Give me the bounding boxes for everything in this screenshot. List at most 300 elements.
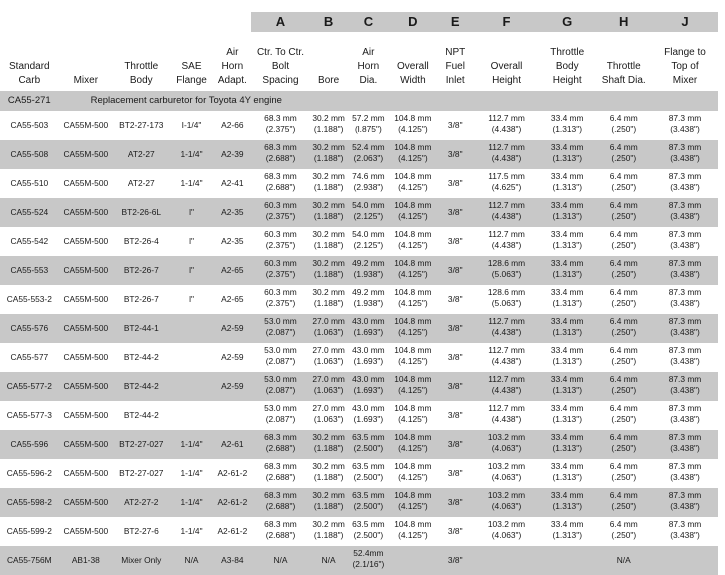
table-row <box>0 488 718 517</box>
cell-line: 68.3 mm <box>264 142 297 152</box>
cell-line: (3.438") <box>670 501 700 511</box>
cell-line: 52.4mm <box>353 548 384 558</box>
cell-line: Height <box>492 75 521 86</box>
cell-line: 33.4 mm <box>550 461 584 471</box>
cell-line: 43.0 mm <box>352 316 385 326</box>
b-cell <box>310 372 348 401</box>
cell-line: 63.5 mm <box>352 432 385 442</box>
table-row <box>0 517 718 546</box>
g-cell <box>539 169 596 198</box>
cell-line: 128.6 mm <box>487 287 526 297</box>
cell-line: (5.063") <box>491 269 522 279</box>
cell-line: Mixer <box>672 75 698 86</box>
cell-line: 6.4 mm <box>609 258 638 268</box>
cell-line: 30.2 mm <box>312 229 345 239</box>
cell-line: (1.693") <box>353 414 384 424</box>
j-cell <box>652 314 718 343</box>
adapt-cell: A3-84 <box>214 546 252 575</box>
cell-line: (3.438") <box>670 269 700 279</box>
table-row <box>0 227 718 256</box>
cell-line: (2.1/16") <box>352 559 385 569</box>
cell-line: (3.438") <box>670 356 700 366</box>
cell-line: 68.3 mm <box>264 519 297 529</box>
h-cell <box>595 198 652 227</box>
cell-line: 87.3 mm <box>668 258 702 268</box>
cell-line: Dia. <box>359 75 378 86</box>
mixer-cell: CA55M-500 <box>59 488 113 517</box>
b-cell <box>310 430 348 459</box>
cell-line: (1.188") <box>313 269 344 279</box>
g-cell <box>539 343 596 372</box>
d-cell <box>389 372 436 401</box>
cell-line: 68.3 mm <box>264 461 297 471</box>
cell-line: 63.5 mm <box>352 519 385 529</box>
f-cell <box>474 227 539 256</box>
c-cell <box>347 256 389 285</box>
g-cell <box>539 227 596 256</box>
cell-line: (4.063") <box>491 443 522 453</box>
cell-line: (4.125") <box>398 298 428 308</box>
carb-cell: CA55-510 <box>10 178 49 188</box>
j-cell <box>652 169 718 198</box>
cell-line: Adapt. <box>217 75 247 86</box>
cell-line: 68.3 mm <box>264 432 297 442</box>
carb-cell: CA55-577-3 <box>6 410 52 420</box>
sae-cell: I-1/4" <box>181 120 202 130</box>
column-letter: F <box>474 12 539 32</box>
cell-line: (4.063") <box>491 501 522 511</box>
cell-line: 104.8 mm <box>394 519 432 529</box>
mixer-cell: CA55M-500 <box>59 372 113 401</box>
cell-line: (2.375") <box>265 240 296 250</box>
cell-line: 6.4 mm <box>609 113 638 123</box>
c-cell <box>347 140 389 169</box>
cell-line: (1.313") <box>552 240 582 250</box>
sae-cell <box>170 314 214 343</box>
a-cell <box>251 198 310 227</box>
a-cell <box>251 285 310 314</box>
cell-line: 33.4 mm <box>550 345 584 355</box>
cell-line: 68.3 mm <box>264 171 297 181</box>
cell-line: 30.2 mm <box>312 432 345 442</box>
cell-line: (.250") <box>611 182 637 192</box>
g-cell <box>539 314 596 343</box>
cell-line: (2.087") <box>265 356 296 366</box>
cell-line: (2.087") <box>265 385 296 395</box>
cell-line: (4.625") <box>491 182 522 192</box>
cell-line: 33.4 mm <box>550 142 584 152</box>
b-cell <box>310 256 348 285</box>
g-cell <box>539 430 596 459</box>
cell-line: 104.8 mm <box>394 200 432 210</box>
column-letter: G <box>539 12 596 32</box>
a-cell: N/A <box>251 546 310 575</box>
cell-line: (2.500") <box>353 472 384 482</box>
g-cell <box>539 517 596 546</box>
cell-line: (2.087") <box>265 414 296 424</box>
cell-line: Throttle <box>550 47 585 58</box>
mixer-cell: CA55M-500 <box>59 198 113 227</box>
cell-line: 30.2 mm <box>312 461 345 471</box>
cell-line: Inlet <box>445 75 465 86</box>
column-letter: E <box>436 12 474 32</box>
cell-line: 33.4 mm <box>550 229 584 239</box>
adapt-cell: A2-65 <box>214 256 252 285</box>
d-cell <box>389 459 436 488</box>
blank-cell <box>113 12 170 32</box>
cell-line: (4.125") <box>398 327 428 337</box>
cell-line: 104.8 mm <box>394 142 432 152</box>
column-header <box>310 32 348 91</box>
cell-line: 49.2 mm <box>352 258 385 268</box>
mixer-cell: CA55M-500 <box>59 430 113 459</box>
carb-cell: CA55-524 <box>0 198 59 227</box>
f-cell <box>474 111 539 140</box>
cell-line: 87.3 mm <box>668 287 702 297</box>
cell-line: Bolt <box>271 61 290 72</box>
column-letter: D <box>389 12 436 32</box>
blank-cell <box>214 12 252 32</box>
mixer-cell: AB1-38 <box>59 546 113 575</box>
column-header <box>436 32 474 91</box>
cell-line: Overall <box>397 61 429 72</box>
cell-line: Ctr. To Ctr. <box>256 47 304 58</box>
cell-line: 68.3 mm <box>264 490 297 500</box>
adapt-cell: A2-61-2 <box>217 526 248 536</box>
d-cell <box>389 546 436 575</box>
d-cell <box>389 343 436 372</box>
g-cell <box>539 256 596 285</box>
e-cell: 3/8" <box>447 352 463 362</box>
cell-line: (4.063") <box>491 530 522 540</box>
mixer-cell: CA55M-500 <box>63 236 109 246</box>
f-cell <box>474 256 539 285</box>
adapt-cell <box>214 401 252 430</box>
e-cell: 3/8" <box>447 294 463 304</box>
cell-line: 63.5 mm <box>352 490 385 500</box>
g-cell <box>539 401 596 430</box>
mixer-cell: CA55M-500 <box>63 468 109 478</box>
throttle-cell: BT2-26-7 <box>123 294 159 304</box>
cell-line: (2.087") <box>265 327 296 337</box>
cell-line: 60.3 mm <box>264 287 297 297</box>
a-cell <box>251 459 310 488</box>
cell-line: 30.2 mm <box>312 113 345 123</box>
e-cell: 3/8" <box>447 120 463 130</box>
cell-line: 27.0 mm <box>312 345 345 355</box>
c-cell <box>347 285 389 314</box>
f-cell <box>474 459 539 488</box>
cell-line: (4.125") <box>398 414 428 424</box>
cell-line: 49.2 mm <box>352 287 385 297</box>
cell-line: 128.6 mm <box>487 258 526 268</box>
blank-cell <box>0 12 59 32</box>
g-cell <box>539 198 596 227</box>
note-row <box>0 91 718 111</box>
cell-line: (5.063") <box>491 298 522 308</box>
cell-line: (4.125") <box>398 385 428 395</box>
cell-line: (1.313") <box>552 501 582 511</box>
sae-cell <box>170 343 214 372</box>
cell-line: 74.6 mm <box>352 171 385 181</box>
cell-line: (4.125") <box>398 269 428 279</box>
a-cell <box>251 169 310 198</box>
c-cell <box>347 546 389 575</box>
adapt-cell: A2-41 <box>221 178 244 188</box>
cell-line: (1.938") <box>353 269 384 279</box>
c-cell <box>347 517 389 546</box>
sae-cell: 1-1/4" <box>180 178 203 188</box>
cell-line: 63.5 mm <box>352 461 385 471</box>
cell-line: 112.7 mm <box>488 403 525 413</box>
f-cell <box>474 546 539 575</box>
throttle-cell: BT2-44-2 <box>123 352 159 362</box>
f-cell <box>474 314 539 343</box>
b-cell <box>310 198 348 227</box>
mixer-cell: CA55M-500 <box>63 352 109 362</box>
cell-line: 27.0 mm <box>312 403 345 413</box>
mixer-cell: CA55M-500 <box>59 314 113 343</box>
cell-line: 54.0 mm <box>352 229 385 239</box>
cell-line: Body <box>129 75 153 86</box>
cell-line: 104.8 mm <box>394 113 432 123</box>
carb-cell: CA55-576 <box>0 314 59 343</box>
g-cell <box>539 459 596 488</box>
a-cell <box>251 430 310 459</box>
carb-cell: CA55-503 <box>10 120 49 130</box>
c-cell <box>347 401 389 430</box>
table-row <box>0 401 718 430</box>
cell-line: 87.3 mm <box>668 461 702 471</box>
a-cell <box>251 140 310 169</box>
carb-cell: CA55-756M <box>0 546 59 575</box>
sae-cell: 1-1/4" <box>170 488 214 517</box>
cell-line: (4.438") <box>491 124 522 134</box>
cell-line: 6.4 mm <box>609 432 638 442</box>
cell-line: (2.688") <box>265 530 296 540</box>
cell-line: 6.4 mm <box>609 461 638 471</box>
b-cell <box>310 517 348 546</box>
cell-line: 33.4 mm <box>550 316 584 326</box>
column-letter: B <box>310 12 348 32</box>
cell-line: (1.188") <box>313 240 344 250</box>
h-cell <box>595 488 652 517</box>
e-cell: 3/8" <box>447 410 463 420</box>
f-cell <box>474 198 539 227</box>
cell-line: Horn <box>357 61 380 72</box>
cell-line: (3.438") <box>670 211 700 221</box>
column-header <box>251 32 310 91</box>
cell-line: (.250") <box>611 327 637 337</box>
j-cell <box>652 430 718 459</box>
adapt-cell: A2-59 <box>221 352 244 362</box>
cell-line: 112.7 mm <box>488 345 525 355</box>
throttle-cell: BT2-26-6L <box>113 198 170 227</box>
cell-line: 33.4 mm <box>550 258 584 268</box>
cell-line: (3.438") <box>670 414 700 424</box>
h-cell <box>595 430 652 459</box>
cell-line: Throttle <box>124 61 159 72</box>
mixer-cell: CA55M-500 <box>59 256 113 285</box>
cell-line: (3.438") <box>670 182 700 192</box>
b-cell <box>310 343 348 372</box>
c-cell <box>347 169 389 198</box>
cell-line: (3.438") <box>670 153 700 163</box>
throttle-cell: AT2-27-2 <box>113 488 170 517</box>
cell-line: (2.938") <box>353 182 384 192</box>
table-row <box>0 111 718 140</box>
b-cell <box>310 314 348 343</box>
cell-line: 6.4 mm <box>609 171 638 181</box>
cell-line: (1.313") <box>552 443 582 453</box>
adapt-cell: A2-39 <box>214 140 252 169</box>
cell-line: 112.7 mm <box>488 200 525 210</box>
cell-line: 87.3 mm <box>668 374 702 384</box>
carb-cell: CA55-553-2 <box>6 294 52 304</box>
table-row <box>0 256 718 285</box>
sae-cell: 1-1/4" <box>180 468 203 478</box>
mixer-cell: CA55M-500 <box>63 410 109 420</box>
carb-cell: CA55-508 <box>0 140 59 169</box>
cell-line: Shaft Dia. <box>601 75 646 86</box>
c-cell <box>347 488 389 517</box>
h-cell <box>595 401 652 430</box>
cell-line: 30.2 mm <box>312 287 345 297</box>
h-cell <box>595 169 652 198</box>
cell-line: 87.3 mm <box>668 200 702 210</box>
cell-line: (4.063") <box>491 472 522 482</box>
cell-line: 103.2 mm <box>487 490 526 500</box>
cell-line: 53.0 mm <box>264 345 297 355</box>
throttle-cell: BT2-44-2 <box>123 410 159 420</box>
cell-line: Width <box>400 75 426 86</box>
column-header <box>539 32 596 91</box>
h-cell <box>595 256 652 285</box>
adapt-cell: A2-59 <box>214 372 252 401</box>
cell-line: (1.188") <box>313 124 344 134</box>
cell-line: 53.0 mm <box>264 403 297 413</box>
cell-line: (.250") <box>611 414 637 424</box>
j-cell <box>652 488 718 517</box>
table-row <box>0 372 718 401</box>
cell-line: (1.188") <box>313 298 344 308</box>
g-cell <box>539 111 596 140</box>
table-body <box>0 12 718 575</box>
cell-line: (1.188") <box>313 501 344 511</box>
b-cell <box>310 169 348 198</box>
throttle-cell: BT2-27-173 <box>119 120 164 130</box>
h-cell <box>595 343 652 372</box>
cell-line: (2.688") <box>265 501 296 511</box>
cell-line: (1.188") <box>313 443 344 453</box>
carb-cell: CA55-599-2 <box>6 526 52 536</box>
cell-line: 54.0 mm <box>352 200 385 210</box>
cell-line: 104.8 mm <box>394 490 432 500</box>
j-cell <box>652 111 718 140</box>
cell-line: 30.2 mm <box>312 142 345 152</box>
cell-line: (2.125") <box>353 240 384 250</box>
sae-cell: 1-1/4" <box>180 526 203 536</box>
throttle-cell: BT2-26-7 <box>113 256 170 285</box>
cell-line: 6.4 mm <box>609 142 638 152</box>
carb-cell: CA55-577 <box>10 352 49 362</box>
cell-line: (2.688") <box>265 443 296 453</box>
d-cell <box>389 169 436 198</box>
cell-line: 112.7 mm <box>488 316 525 326</box>
cell-line: (.250") <box>611 472 637 482</box>
cell-line: (4.125") <box>398 240 428 250</box>
sae-cell: 1-1/4" <box>170 430 214 459</box>
column-header <box>214 32 252 91</box>
cell-line: 87.3 mm <box>668 403 702 413</box>
column-header-row <box>0 32 718 91</box>
blank-cell <box>170 12 214 32</box>
d-cell <box>389 111 436 140</box>
throttle-cell: Mixer Only <box>113 546 170 575</box>
f-cell <box>474 488 539 517</box>
cell-line: (2.375") <box>265 211 296 221</box>
cell-line: (2.500") <box>353 501 384 511</box>
j-cell <box>652 198 718 227</box>
carb-cell: CA55-598-2 <box>0 488 59 517</box>
adapt-cell: A2-61 <box>214 430 252 459</box>
cell-line: 53.0 mm <box>264 316 297 326</box>
a-cell <box>251 372 310 401</box>
cell-line: 104.8 mm <box>394 258 432 268</box>
cell-line: Bore <box>318 75 340 86</box>
cell-line: 104.8 mm <box>394 229 432 239</box>
cell-line: (2.500") <box>353 530 384 540</box>
cell-line: (1.063") <box>313 356 344 366</box>
a-cell <box>251 256 310 285</box>
cell-line: 87.3 mm <box>668 519 702 529</box>
cell-line: (1.313") <box>552 327 582 337</box>
cell-line: (1.313") <box>552 530 582 540</box>
d-cell <box>389 198 436 227</box>
cell-line: Body <box>555 61 579 72</box>
cell-line: (1.313") <box>552 211 582 221</box>
column-header <box>474 32 539 91</box>
cell-line: 104.8 mm <box>394 374 432 384</box>
cell-line: (1.693") <box>353 356 384 366</box>
cell-line: (3.438") <box>670 385 700 395</box>
cell-line: 33.4 mm <box>550 171 584 181</box>
adapt-cell: A2-35 <box>214 198 252 227</box>
j-cell <box>652 140 718 169</box>
column-header <box>113 32 170 91</box>
e-cell: 3/8" <box>436 430 474 459</box>
b-cell <box>310 140 348 169</box>
blank-cell <box>59 12 113 32</box>
d-cell <box>389 140 436 169</box>
cell-line: (1.188") <box>313 472 344 482</box>
column-header <box>170 32 214 91</box>
cell-line: (2.688") <box>265 153 296 163</box>
cell-line: (4.125") <box>398 182 428 192</box>
cell-line: 104.8 mm <box>394 345 432 355</box>
throttle-cell: BT2-27-6 <box>123 526 159 536</box>
a-cell <box>251 517 310 546</box>
cell-line: 104.8 mm <box>394 461 432 471</box>
cell-line: 33.4 mm <box>550 432 584 442</box>
f-cell <box>474 285 539 314</box>
j-cell <box>652 459 718 488</box>
h-cell <box>595 285 652 314</box>
cell-line: 30.2 mm <box>312 490 345 500</box>
cell-line: 104.8 mm <box>394 287 432 297</box>
cell-line: 33.4 mm <box>550 200 584 210</box>
cell-line: (4.125") <box>398 443 428 453</box>
